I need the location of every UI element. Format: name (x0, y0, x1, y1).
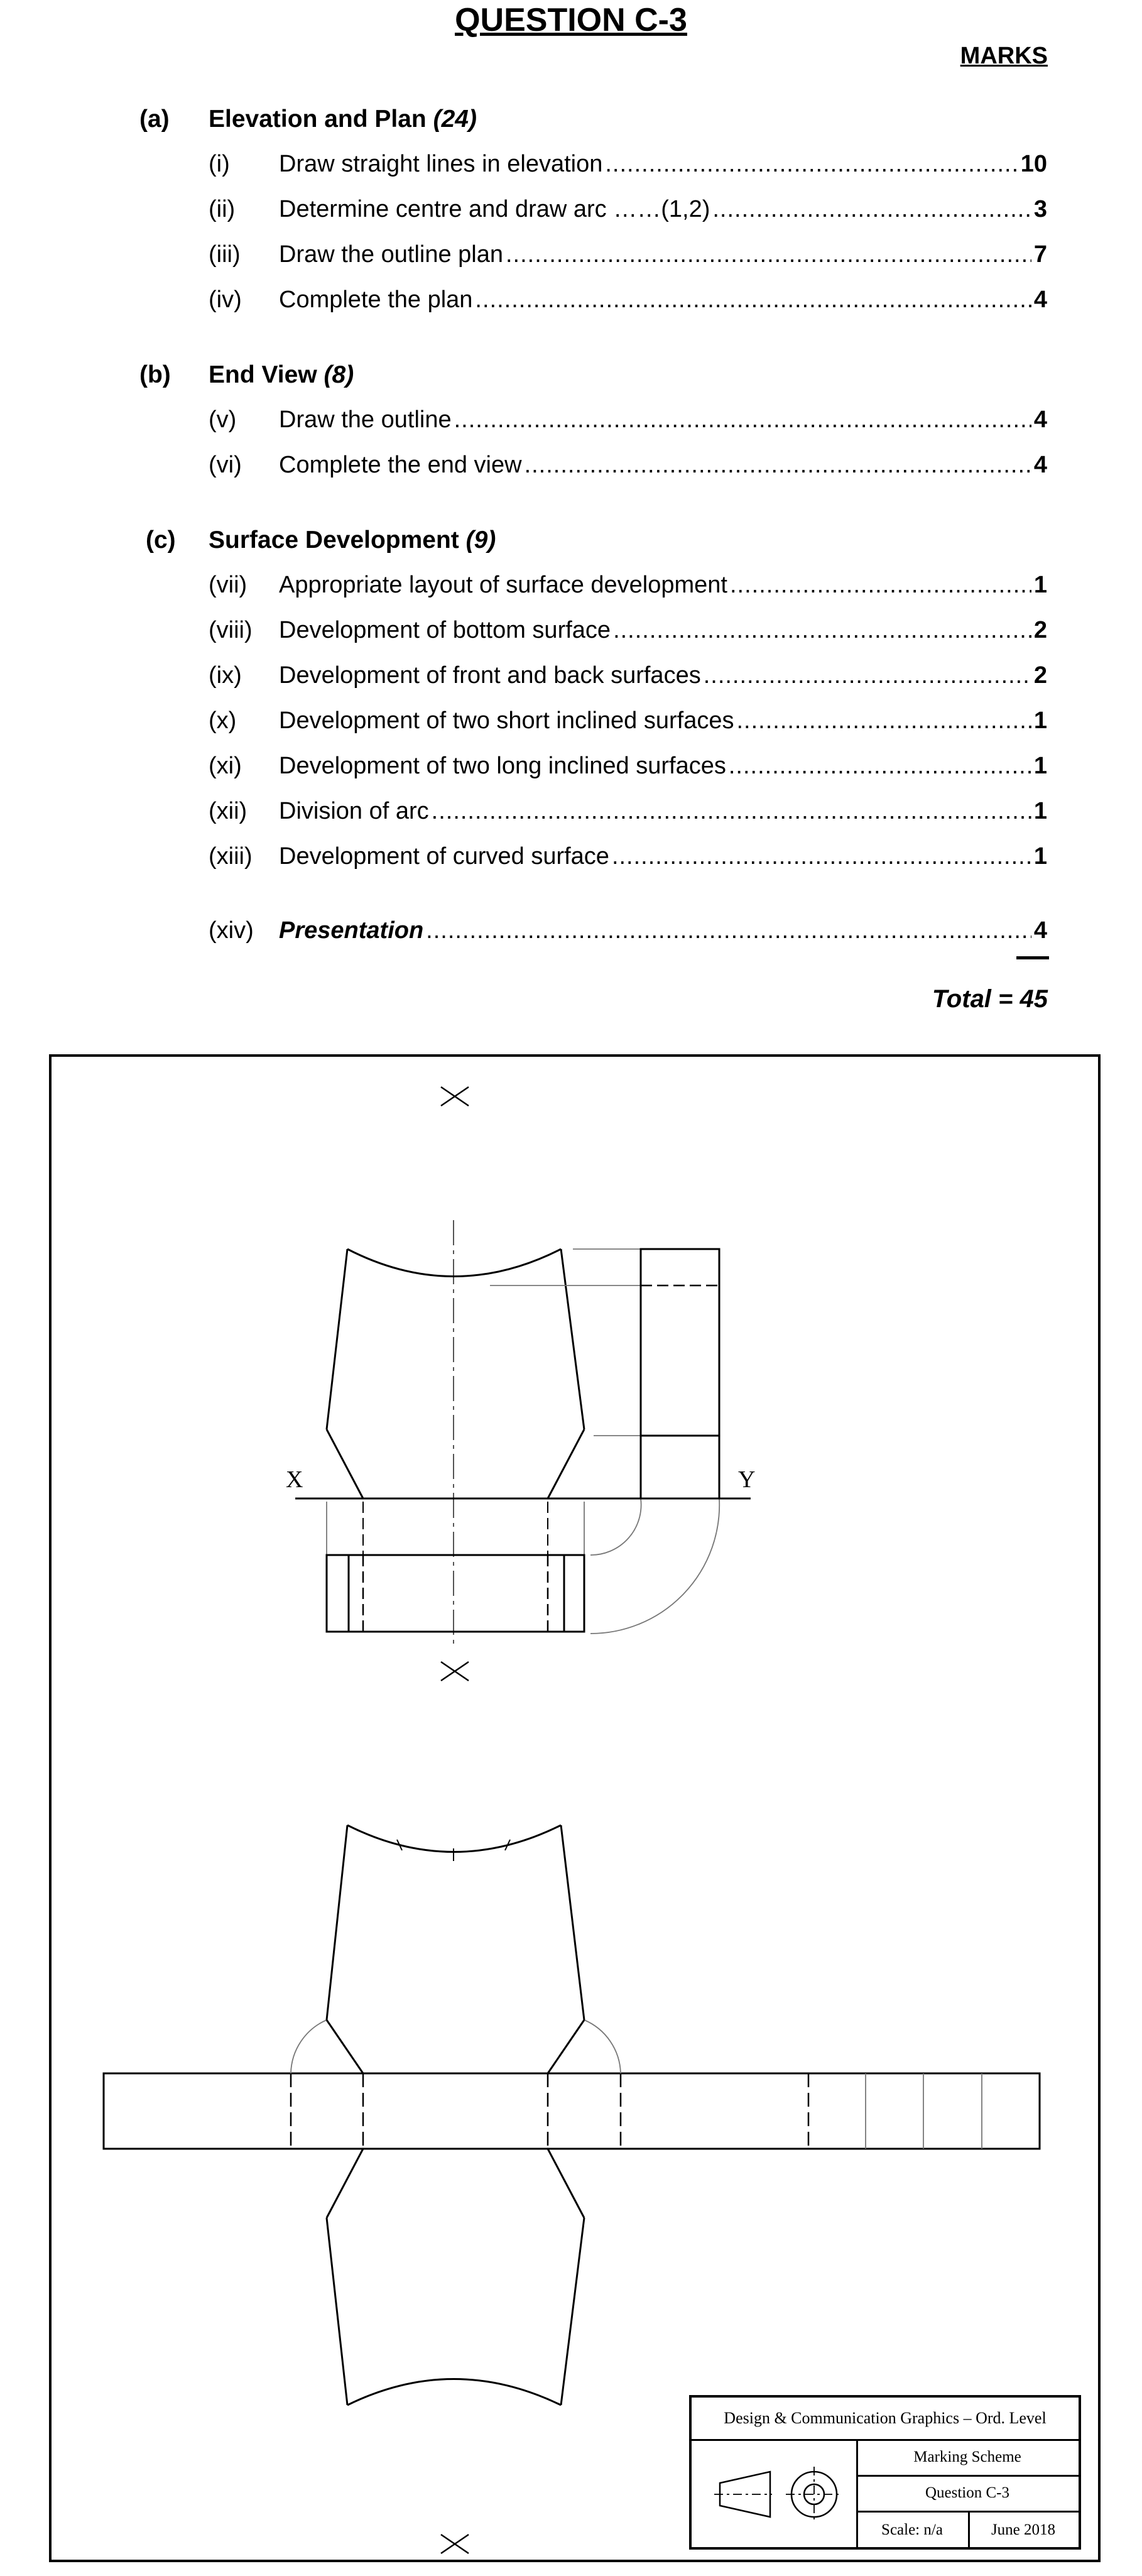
item-description: Draw the outline plan (279, 241, 503, 268)
item-mark: 7 (1033, 241, 1047, 268)
item-number: (v) (209, 407, 237, 433)
item-description: Determine centre and draw arc ……(1,2) (279, 196, 710, 222)
section-label: (a) (139, 106, 170, 133)
title-block-date: June 2018 (991, 2521, 1056, 2538)
section-marks: (9) (465, 527, 496, 554)
section-label: (c) (146, 527, 176, 554)
section-title: Elevation and Plan (209, 106, 427, 133)
item-mark: 1 (1033, 753, 1047, 779)
item-number: (xiv) (209, 917, 254, 944)
item-mark: 1 (1033, 572, 1047, 598)
item-mark: 1 (1033, 707, 1047, 734)
item-description: Development of front and back surfaces (279, 662, 701, 689)
section-title: End View (209, 361, 317, 388)
item-number: (i) (209, 151, 230, 177)
item-description: Draw the outline (279, 407, 452, 433)
item-number: (viii) (209, 617, 253, 643)
total-marks: Total = 45 (932, 985, 1048, 1013)
item-description: Appropriate layout of surface development (279, 572, 727, 598)
item-number: (x) (209, 707, 237, 734)
marks-header: MARKS (960, 43, 1048, 69)
item-mark: 10 (1020, 151, 1047, 177)
item-mark: 2 (1033, 617, 1047, 643)
item-mark: 3 (1033, 196, 1047, 222)
item-number: (vii) (209, 572, 247, 598)
section-marks: (8) (324, 361, 354, 388)
title-block-scale: Scale: n/a (856, 2511, 970, 2550)
item-description: Presentation (279, 917, 424, 944)
projection-symbol-icon (692, 2439, 858, 2550)
item-number: (xiii) (209, 843, 253, 870)
item-number: (iv) (209, 287, 242, 313)
plan-view (327, 1502, 584, 1632)
item-description: Division of arc (279, 798, 429, 824)
item-number: (ix) (209, 662, 242, 689)
item-mark: 4 (1033, 917, 1047, 944)
title-block-line1: Marking Scheme (856, 2439, 1079, 2477)
xy-label-y: Y (738, 1466, 756, 1493)
xy-label-x: X (286, 1466, 303, 1493)
item-description: Development of curved surface (279, 843, 609, 870)
item-number: (ii) (209, 196, 236, 222)
page-title: QUESTION C-3 (455, 2, 687, 38)
item-number: (iii) (209, 241, 241, 268)
section-label: (b) (139, 361, 171, 388)
end-view (641, 1249, 719, 1498)
item-description: Development of two short inclined surfaces (279, 707, 734, 734)
section-title: Surface Development (209, 527, 459, 554)
item-description: Complete the end view (279, 452, 522, 478)
item-description: Complete the plan (279, 287, 473, 313)
item-number: (xi) (209, 753, 242, 779)
item-mark: 4 (1033, 287, 1047, 313)
surface-development (104, 1825, 1040, 2405)
title-block-line2: Question C-3 (856, 2475, 1079, 2513)
item-description: Draw straight lines in elevation (279, 151, 603, 177)
title-block-header: Design & Communication Graphics – Ord. Level (692, 2398, 1079, 2441)
item-number: (vi) (209, 452, 242, 478)
item-description: Development of bottom surface (279, 617, 611, 643)
item-mark: 1 (1033, 843, 1047, 870)
section-marks: (24) (433, 106, 477, 133)
item-mark: 1 (1033, 798, 1047, 824)
item-description: Development of two long inclined surfaces (279, 753, 726, 779)
item-mark: 2 (1033, 662, 1047, 689)
cross-mark-icon (441, 1087, 469, 2553)
item-mark: 4 (1033, 407, 1047, 433)
item-number: (xii) (209, 798, 247, 824)
item-mark: 4 (1033, 452, 1047, 478)
title-block (689, 2395, 1081, 2550)
